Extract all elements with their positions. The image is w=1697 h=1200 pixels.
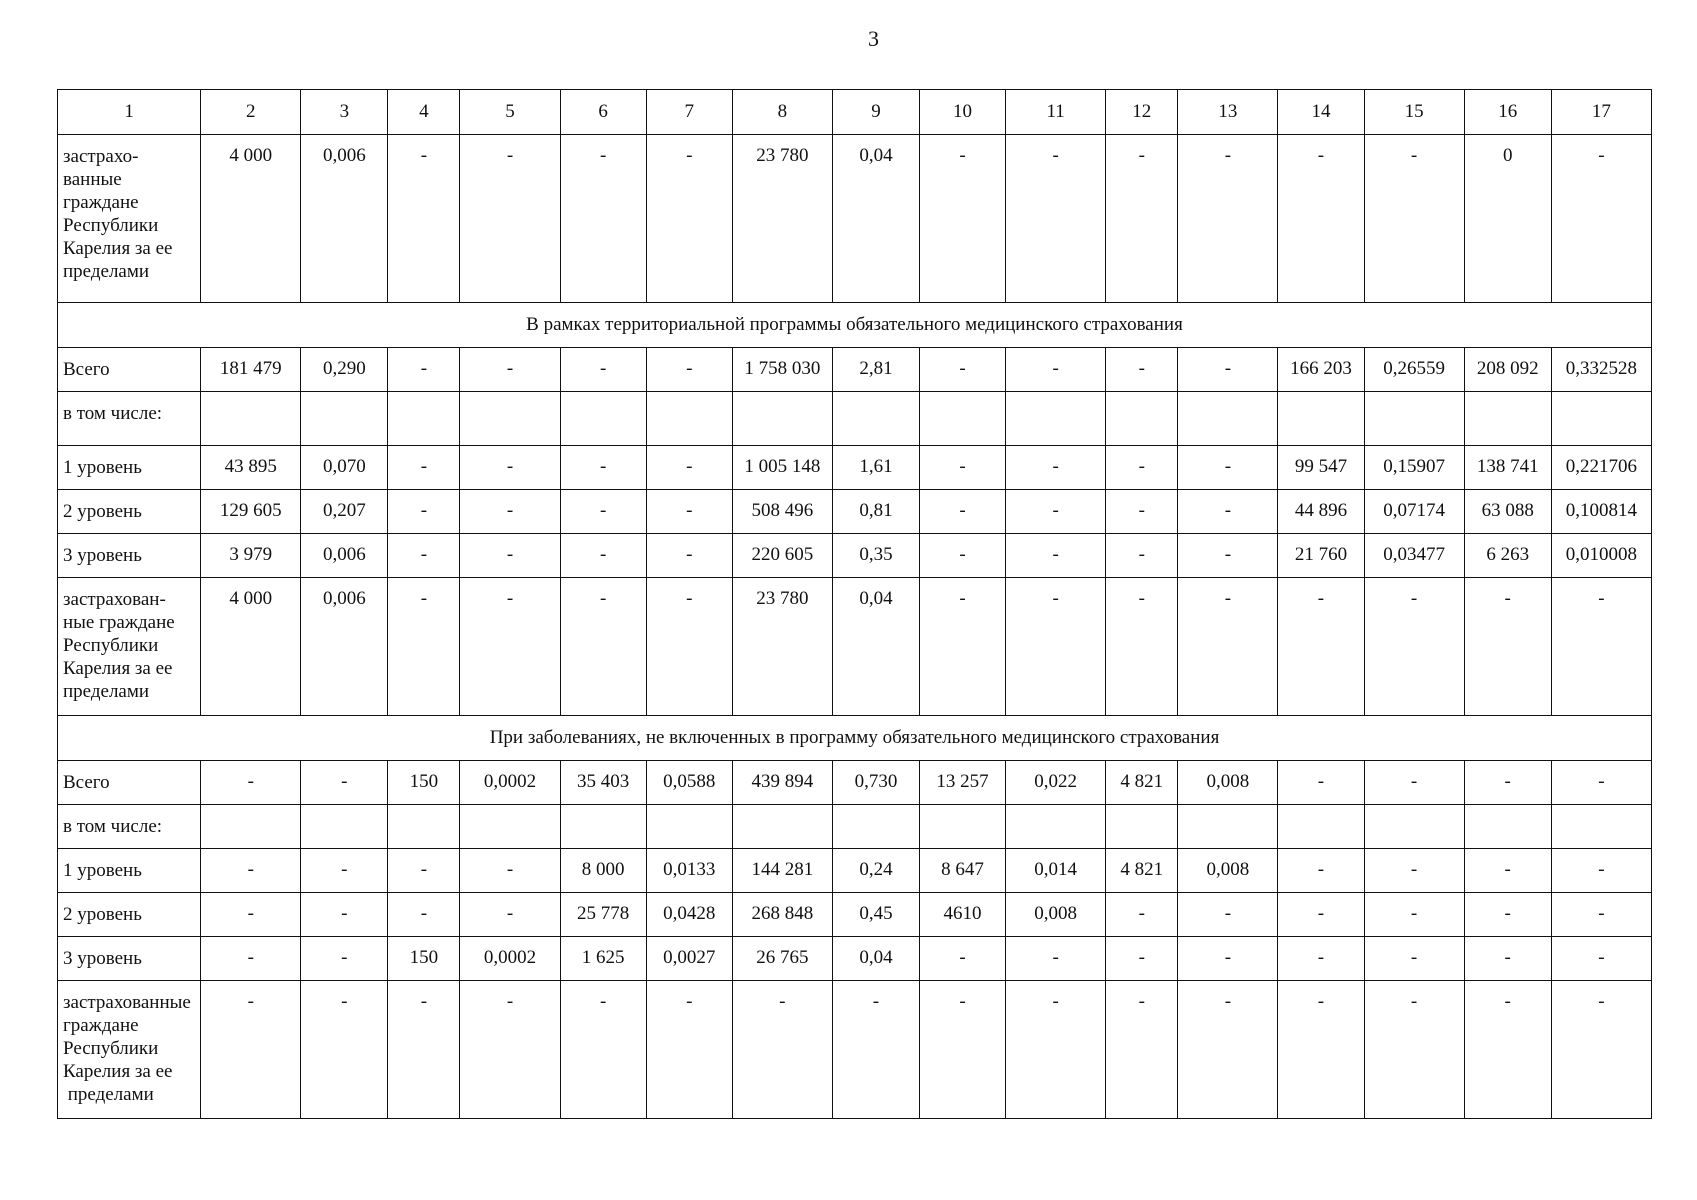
table-cell: - bbox=[460, 578, 560, 716]
table-cell: 44 896 bbox=[1278, 490, 1364, 534]
table-cell: 439 894 bbox=[732, 761, 832, 805]
table-cell: - bbox=[201, 893, 301, 937]
table-cell: - bbox=[388, 849, 460, 893]
table-cell: - bbox=[388, 135, 460, 303]
row-label: Всего bbox=[58, 348, 201, 392]
column-number: 16 bbox=[1464, 90, 1551, 135]
table-row bbox=[58, 578, 1652, 716]
table-cell: - bbox=[201, 849, 301, 893]
table-cell bbox=[201, 392, 301, 446]
table-row bbox=[58, 937, 1652, 981]
table-cell: - bbox=[1178, 348, 1278, 392]
table-cell: - bbox=[460, 490, 560, 534]
table-cell: 0,04 bbox=[832, 937, 919, 981]
table-row bbox=[58, 805, 1652, 849]
table-cell: - bbox=[832, 981, 919, 1119]
table-cell bbox=[1551, 392, 1651, 446]
table-cell: - bbox=[301, 893, 388, 937]
table-cell: - bbox=[1106, 981, 1178, 1119]
table-cell: 6 263 bbox=[1464, 534, 1551, 578]
table-cell: - bbox=[1364, 761, 1464, 805]
column-number: 5 bbox=[460, 90, 560, 135]
column-number: 17 bbox=[1551, 90, 1651, 135]
table-cell bbox=[920, 392, 1006, 446]
table-cell: 4 821 bbox=[1106, 761, 1178, 805]
table-cell: - bbox=[201, 981, 301, 1119]
section-title: В рамках территориальной программы обязательного медицинского страхования bbox=[58, 303, 1652, 348]
table-cell: - bbox=[560, 446, 646, 490]
column-number: 3 bbox=[301, 90, 388, 135]
table-row bbox=[58, 761, 1652, 805]
table-cell: - bbox=[646, 578, 732, 716]
table-cell: 3 979 bbox=[201, 534, 301, 578]
table-cell bbox=[388, 805, 460, 849]
table-cell: - bbox=[1006, 981, 1106, 1119]
table-cell bbox=[732, 805, 832, 849]
table-cell: - bbox=[1364, 981, 1464, 1119]
column-number: 7 bbox=[646, 90, 732, 135]
table-cell: 0,014 bbox=[1006, 849, 1106, 893]
table-cell: - bbox=[1178, 135, 1278, 303]
table-cell: 0,010008 bbox=[1551, 534, 1651, 578]
table-cell: - bbox=[1278, 937, 1364, 981]
table-cell: 150 bbox=[388, 937, 460, 981]
row-label-line: Карелия за ее bbox=[63, 658, 173, 679]
table-cell: 0,006 bbox=[301, 578, 388, 716]
column-number: 10 bbox=[920, 90, 1006, 135]
table-cell: - bbox=[388, 534, 460, 578]
row-label-line: ванные bbox=[63, 169, 122, 190]
table-cell: 1 625 bbox=[560, 937, 646, 981]
table-cell: 0,0002 bbox=[460, 937, 560, 981]
table-cell: - bbox=[920, 490, 1006, 534]
column-number: 13 bbox=[1178, 90, 1278, 135]
table-cell: 508 496 bbox=[732, 490, 832, 534]
table-cell: 63 088 bbox=[1464, 490, 1551, 534]
table-cell: - bbox=[201, 937, 301, 981]
table-cell: - bbox=[460, 135, 560, 303]
table-cell: - bbox=[560, 490, 646, 534]
table-cell: - bbox=[560, 981, 646, 1119]
table-cell: 0,24 bbox=[832, 849, 919, 893]
table-cell: - bbox=[732, 981, 832, 1119]
row-label-line: пределами bbox=[63, 1084, 154, 1105]
table-cell: 0,290 bbox=[301, 348, 388, 392]
table-cell: - bbox=[1464, 849, 1551, 893]
table-cell: - bbox=[920, 937, 1006, 981]
table-cell: 8 000 bbox=[560, 849, 646, 893]
table-cell: - bbox=[388, 981, 460, 1119]
table-cell: 1 005 148 bbox=[732, 446, 832, 490]
table-cell: - bbox=[1278, 849, 1364, 893]
table-cell: - bbox=[1106, 893, 1178, 937]
table-row bbox=[58, 981, 1652, 1119]
table-cell: - bbox=[201, 761, 301, 805]
table-cell bbox=[1178, 805, 1278, 849]
table-cell: - bbox=[460, 893, 560, 937]
table-cell: - bbox=[301, 849, 388, 893]
table-cell: 0,332528 bbox=[1551, 348, 1651, 392]
table-cell: - bbox=[1364, 849, 1464, 893]
table-cell: 0,04 bbox=[832, 135, 919, 303]
table-cell bbox=[1006, 392, 1106, 446]
row-label: 1 уровень bbox=[58, 446, 201, 490]
table-cell: - bbox=[388, 348, 460, 392]
table-cell bbox=[1006, 805, 1106, 849]
table-cell: - bbox=[560, 534, 646, 578]
table-cell: - bbox=[1551, 761, 1651, 805]
table-cell: - bbox=[460, 981, 560, 1119]
table-cell: 0,45 bbox=[832, 893, 919, 937]
table-cell: 0,35 bbox=[832, 534, 919, 578]
table-row bbox=[58, 893, 1652, 937]
row-label: 2 уровень bbox=[58, 893, 201, 937]
table-cell: - bbox=[1178, 534, 1278, 578]
table-cell: 13 257 bbox=[920, 761, 1006, 805]
table-cell bbox=[301, 805, 388, 849]
table-row bbox=[58, 348, 1652, 392]
table-cell: 0,07174 bbox=[1364, 490, 1464, 534]
table-cell: - bbox=[1006, 578, 1106, 716]
row-label-line: ные граждане bbox=[63, 612, 175, 633]
table-cell: 0,15907 bbox=[1364, 446, 1464, 490]
row-label: 1 уровень bbox=[58, 849, 201, 893]
table-cell: - bbox=[1551, 893, 1651, 937]
table-cell: - bbox=[1106, 446, 1178, 490]
table-cell bbox=[1106, 392, 1178, 446]
table-cell bbox=[301, 392, 388, 446]
table-row bbox=[58, 490, 1652, 534]
table-cell: 0,008 bbox=[1178, 761, 1278, 805]
table-cell: - bbox=[1106, 490, 1178, 534]
table-cell: - bbox=[1178, 446, 1278, 490]
table-cell bbox=[646, 805, 732, 849]
column-number-row bbox=[58, 90, 1652, 135]
row-label: 3 уровень bbox=[58, 937, 201, 981]
row-label: в том числе: bbox=[58, 392, 201, 446]
table-cell bbox=[560, 392, 646, 446]
table-cell: - bbox=[1178, 981, 1278, 1119]
table-cell bbox=[1106, 805, 1178, 849]
page-number: 3 bbox=[868, 26, 879, 51]
table-row bbox=[58, 135, 1652, 303]
row-label-line: Республики bbox=[63, 215, 159, 236]
table-cell: 208 092 bbox=[1464, 348, 1551, 392]
table-cell: - bbox=[388, 490, 460, 534]
table-cell: - bbox=[646, 135, 732, 303]
table-cell: 35 403 bbox=[560, 761, 646, 805]
table-cell: - bbox=[1006, 135, 1106, 303]
table-cell: - bbox=[1278, 578, 1364, 716]
table-cell bbox=[1464, 805, 1551, 849]
data-table-container bbox=[57, 89, 1652, 1119]
table-cell: - bbox=[1278, 761, 1364, 805]
table-cell: - bbox=[1006, 534, 1106, 578]
table-cell bbox=[201, 805, 301, 849]
row-label bbox=[58, 981, 201, 1119]
table-cell: 0,022 bbox=[1006, 761, 1106, 805]
table-cell: - bbox=[301, 761, 388, 805]
table-cell: - bbox=[1106, 135, 1178, 303]
table-cell: - bbox=[1551, 937, 1651, 981]
table-cell: - bbox=[301, 937, 388, 981]
row-label bbox=[58, 578, 201, 716]
table-cell: 0,008 bbox=[1178, 849, 1278, 893]
table-cell: 26 765 bbox=[732, 937, 832, 981]
table-cell: - bbox=[920, 348, 1006, 392]
table-cell: 0,03477 bbox=[1364, 534, 1464, 578]
table-cell bbox=[832, 805, 919, 849]
table-cell: - bbox=[1464, 578, 1551, 716]
table-cell: - bbox=[1551, 981, 1651, 1119]
table-cell: 21 760 bbox=[1278, 534, 1364, 578]
table-cell: 0,26559 bbox=[1364, 348, 1464, 392]
table-cell: 1 758 030 bbox=[732, 348, 832, 392]
column-number: 9 bbox=[832, 90, 919, 135]
table-cell: - bbox=[1106, 348, 1178, 392]
table-cell: 99 547 bbox=[1278, 446, 1364, 490]
table-cell: 181 479 bbox=[201, 348, 301, 392]
table-cell: - bbox=[460, 348, 560, 392]
table-cell bbox=[1278, 392, 1364, 446]
table-cell: - bbox=[1551, 578, 1651, 716]
table-cell: - bbox=[388, 578, 460, 716]
table-cell: - bbox=[646, 348, 732, 392]
table-cell: - bbox=[646, 490, 732, 534]
row-label-line: Республики bbox=[63, 635, 159, 656]
table-cell: - bbox=[1006, 446, 1106, 490]
row-label-line: Карелия за ее bbox=[63, 238, 173, 259]
table-cell: - bbox=[1178, 893, 1278, 937]
table-cell: - bbox=[646, 981, 732, 1119]
row-label bbox=[58, 135, 201, 303]
row-label-line: граждане bbox=[63, 1015, 139, 1036]
table-cell: 0,006 bbox=[301, 135, 388, 303]
table-cell bbox=[460, 392, 560, 446]
table-cell: 150 bbox=[388, 761, 460, 805]
column-number: 6 bbox=[560, 90, 646, 135]
column-number: 14 bbox=[1278, 90, 1364, 135]
table-cell: - bbox=[920, 534, 1006, 578]
table-cell: 1,61 bbox=[832, 446, 919, 490]
row-label-line: пределами bbox=[63, 261, 150, 282]
row-label: 3 уровень bbox=[58, 534, 201, 578]
table-cell: - bbox=[1278, 135, 1364, 303]
table-cell bbox=[920, 805, 1006, 849]
row-label-line: граждане bbox=[63, 192, 139, 213]
table-cell: - bbox=[1464, 893, 1551, 937]
table-cell: - bbox=[1364, 893, 1464, 937]
table-cell: 268 848 bbox=[732, 893, 832, 937]
table-cell: 0,006 bbox=[301, 534, 388, 578]
table-cell bbox=[1551, 805, 1651, 849]
table-cell: 129 605 bbox=[201, 490, 301, 534]
table-cell: - bbox=[1006, 937, 1106, 981]
section-heading-territorial bbox=[58, 303, 1652, 348]
table-cell: 4 000 bbox=[201, 135, 301, 303]
table-row bbox=[58, 446, 1652, 490]
table-cell: - bbox=[1178, 578, 1278, 716]
table-cell: 2,81 bbox=[832, 348, 919, 392]
table-cell: 4 000 bbox=[201, 578, 301, 716]
table-cell: 4610 bbox=[920, 893, 1006, 937]
table-cell: - bbox=[920, 446, 1006, 490]
table-cell: - bbox=[920, 981, 1006, 1119]
table-cell: - bbox=[1006, 490, 1106, 534]
table-cell: 23 780 bbox=[732, 578, 832, 716]
row-label: 2 уровень bbox=[58, 490, 201, 534]
row-label-line: застрахован- bbox=[63, 589, 166, 610]
table-cell: 138 741 bbox=[1464, 446, 1551, 490]
table-cell: 0,070 bbox=[301, 446, 388, 490]
table-cell bbox=[1364, 392, 1464, 446]
table-cell: - bbox=[920, 135, 1006, 303]
table-cell: - bbox=[1364, 135, 1464, 303]
table-cell: 166 203 bbox=[1278, 348, 1364, 392]
table-cell bbox=[1278, 805, 1364, 849]
table-cell: 0,008 bbox=[1006, 893, 1106, 937]
row-label: в том числе: bbox=[58, 805, 201, 849]
table-cell: - bbox=[1464, 981, 1551, 1119]
table-cell: 0,81 bbox=[832, 490, 919, 534]
table-cell: 25 778 bbox=[560, 893, 646, 937]
table-cell: - bbox=[301, 981, 388, 1119]
table-cell: 0,100814 bbox=[1551, 490, 1651, 534]
table-cell: 220 605 bbox=[732, 534, 832, 578]
table-cell bbox=[646, 392, 732, 446]
table-cell bbox=[1178, 392, 1278, 446]
column-number: 15 bbox=[1364, 90, 1464, 135]
column-number: 4 bbox=[388, 90, 460, 135]
table-cell: 0,0002 bbox=[460, 761, 560, 805]
table-cell: - bbox=[1178, 490, 1278, 534]
table-cell: - bbox=[1278, 981, 1364, 1119]
table-cell: - bbox=[1551, 135, 1651, 303]
data-table bbox=[57, 89, 1652, 1119]
row-label-line: Республики bbox=[63, 1038, 159, 1059]
section-title: При заболеваниях, не включенных в программу обязательного медицинского страхования bbox=[58, 716, 1652, 761]
table-cell: - bbox=[1178, 937, 1278, 981]
table-cell: - bbox=[1106, 937, 1178, 981]
table-cell: 0,207 bbox=[301, 490, 388, 534]
column-number: 2 bbox=[201, 90, 301, 135]
table-cell: - bbox=[460, 446, 560, 490]
table-cell: - bbox=[1106, 578, 1178, 716]
table-cell: - bbox=[1278, 893, 1364, 937]
table-row bbox=[58, 534, 1652, 578]
table-cell bbox=[388, 392, 460, 446]
table-cell: - bbox=[1364, 578, 1464, 716]
table-cell: 0,0133 bbox=[646, 849, 732, 893]
table-row bbox=[58, 392, 1652, 446]
table-cell: - bbox=[1551, 849, 1651, 893]
table-cell: - bbox=[460, 534, 560, 578]
table-cell: - bbox=[646, 446, 732, 490]
table-cell: 43 895 bbox=[201, 446, 301, 490]
table-row bbox=[58, 849, 1652, 893]
table-cell bbox=[832, 392, 919, 446]
table-cell: 0,0428 bbox=[646, 893, 732, 937]
column-number: 12 bbox=[1106, 90, 1178, 135]
table-cell: 0,221706 bbox=[1551, 446, 1651, 490]
column-number: 8 bbox=[732, 90, 832, 135]
table-cell: 23 780 bbox=[732, 135, 832, 303]
table-cell: 8 647 bbox=[920, 849, 1006, 893]
table-cell: 0,0588 bbox=[646, 761, 732, 805]
section-heading-not-included bbox=[58, 716, 1652, 761]
table-cell: - bbox=[460, 849, 560, 893]
row-label-line: Карелия за ее bbox=[63, 1061, 173, 1082]
table-cell bbox=[732, 392, 832, 446]
table-cell: 0 bbox=[1464, 135, 1551, 303]
table-cell bbox=[460, 805, 560, 849]
table-cell: 4 821 bbox=[1106, 849, 1178, 893]
table-cell: - bbox=[920, 578, 1006, 716]
table-cell: - bbox=[560, 348, 646, 392]
column-number: 11 bbox=[1006, 90, 1106, 135]
table-cell: - bbox=[560, 578, 646, 716]
row-label: Всего bbox=[58, 761, 201, 805]
table-cell: 144 281 bbox=[732, 849, 832, 893]
table-cell: - bbox=[388, 446, 460, 490]
table-cell: - bbox=[1464, 937, 1551, 981]
table-cell bbox=[1364, 805, 1464, 849]
row-label-line: застрахо- bbox=[63, 146, 139, 167]
table-cell: 0,04 bbox=[832, 578, 919, 716]
table-cell: - bbox=[646, 534, 732, 578]
table-cell: 0,0027 bbox=[646, 937, 732, 981]
row-label-line: застрахованные bbox=[63, 992, 191, 1013]
table-cell bbox=[1464, 392, 1551, 446]
table-cell: 0,730 bbox=[832, 761, 919, 805]
table-cell: - bbox=[1106, 534, 1178, 578]
table-cell: - bbox=[1364, 937, 1464, 981]
table-cell: - bbox=[1006, 348, 1106, 392]
column-number: 1 bbox=[58, 90, 201, 135]
row-label-line: пределами bbox=[63, 681, 150, 702]
table-cell: - bbox=[1464, 761, 1551, 805]
table-cell: - bbox=[388, 893, 460, 937]
table-cell bbox=[560, 805, 646, 849]
table-cell: - bbox=[560, 135, 646, 303]
